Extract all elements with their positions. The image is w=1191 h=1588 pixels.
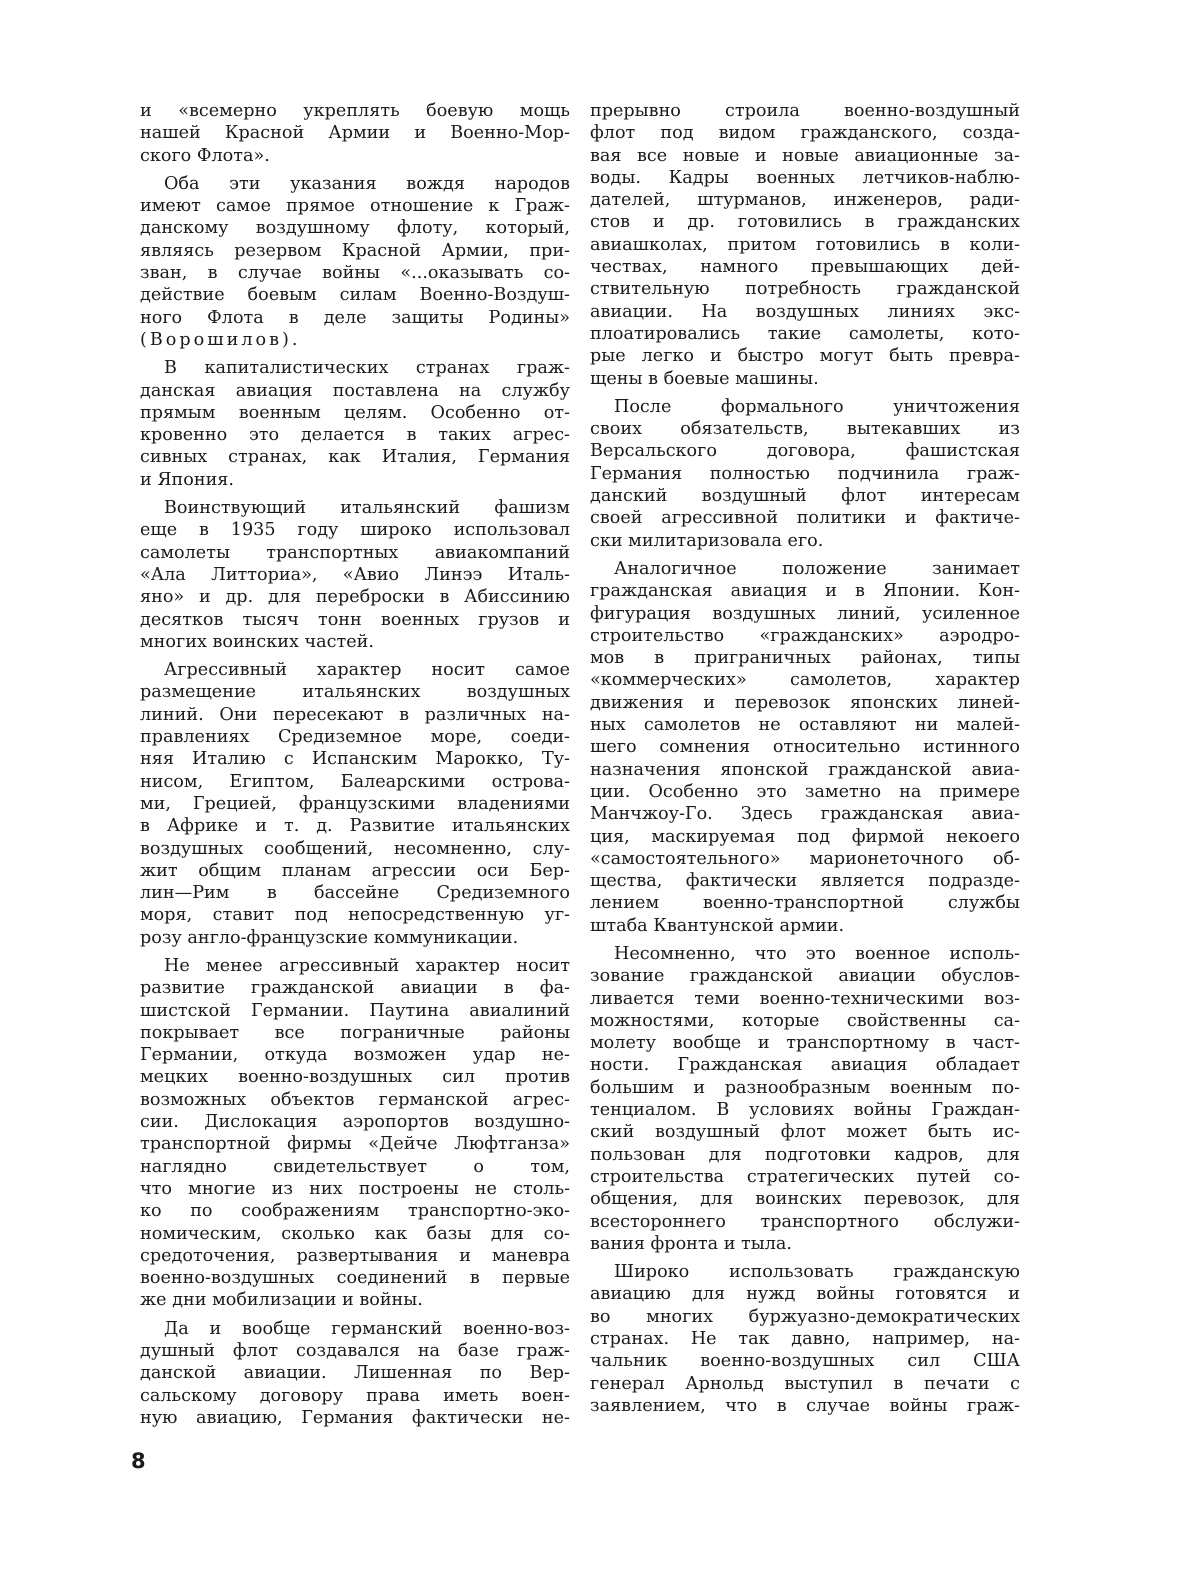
- text-line: Версальского договора, фашистская: [590, 441, 1020, 462]
- text-line: в Африке и т. д. Развитие итальянских: [140, 816, 570, 837]
- text-line: имеют самое прямое отношение к Граж-: [140, 196, 570, 217]
- text-line: генерал Арнольд выступил в печати с: [590, 1373, 1020, 1394]
- text-line: правлениях Средиземное море, соеди-: [140, 727, 570, 748]
- text-line: военно-воздушных соединений в первые: [140, 1268, 570, 1289]
- text-line: щества, фактически является подразде-: [590, 871, 1020, 892]
- text-line: Несомненно, что это военное исполь-: [614, 943, 1020, 964]
- text-line: моря, ставит под непосредственную уг-: [140, 905, 570, 926]
- text-line: «Ала Литториа», «Авио Линээ Италь-: [140, 564, 570, 585]
- text-line: размещение итальянских воздушных: [140, 682, 570, 703]
- text-line: душный флот создавался на базе граж-: [140, 1341, 570, 1362]
- text-line: (Ворошилов).: [140, 329, 301, 350]
- text-line: ции. Особенно это заметно на примере: [590, 781, 1020, 802]
- text-line: жит общим планам агрессии оси Бер-: [140, 860, 570, 881]
- text-line: воздушных сообщений, несомненно, слу-: [140, 838, 570, 859]
- text-line: ми, Грецией, французскими владениями: [140, 793, 570, 814]
- text-line: нисом, Египтом, Балеарскими острова-: [140, 771, 570, 792]
- text-line: ных самолетов не оставляют ни малей-: [590, 715, 1020, 736]
- text-line: кровенно это делается в таких агрес-: [140, 425, 570, 446]
- text-line: десятков тысяч тонн военных грузов и: [140, 609, 570, 630]
- text-line: своих обязательств, вытекавших из: [590, 419, 1020, 440]
- text-line: средоточения, развертывания и маневра: [140, 1245, 570, 1266]
- text-line: шего сомнения относительно истинного: [590, 737, 1020, 758]
- text-line: гражданская авиация и в Японии. Кон-: [590, 581, 1020, 602]
- text-line: молету вообще и транспортному в част-: [590, 1033, 1020, 1054]
- text-line: штаба Квантунской армии.: [590, 915, 845, 936]
- text-line: зование гражданской авиации обуслов-: [590, 966, 1020, 987]
- text-line: шистской Германии. Паутина авиалиний: [140, 1000, 570, 1021]
- text-line: многих воинских частей.: [140, 631, 374, 652]
- text-line: наглядно свидетельствует о том,: [140, 1156, 570, 1177]
- text-line: Да и вообще германский военно-воз-: [164, 1318, 570, 1339]
- text-line: странах. Не так давно, например, на-: [590, 1329, 1020, 1350]
- text-line: прямым военным целям. Особенно от-: [140, 402, 570, 423]
- text-line: флот под видом гражданского, созда-: [590, 123, 1020, 144]
- text-line: няя Италию с Испанским Марокко, Ту-: [140, 749, 570, 770]
- text-line: После формального уничтожения: [614, 396, 1020, 417]
- text-line: строительства стратегических путей со-: [590, 1166, 1020, 1187]
- text-line: пользован для подготовки кадров, для: [590, 1144, 1020, 1165]
- text-line: ский воздушный флот может быть ис-: [590, 1122, 1020, 1143]
- text-line: что многие из них построены не столь-: [140, 1178, 570, 1199]
- text-line: Оба эти указания вождя народов: [164, 173, 570, 194]
- text-line: щены в боевые машины.: [590, 368, 819, 389]
- text-line: сивных странах, как Италия, Германия: [140, 447, 570, 468]
- text-line: Германия полностью подчинила граж-: [590, 463, 1020, 484]
- text-line: «коммерческих» самолетов, характер: [590, 670, 1020, 691]
- text-line: нашей Красной Армии и Военно-Мор-: [140, 123, 570, 144]
- text-line: ного Флота в деле защиты Родины»: [140, 307, 570, 328]
- text-line: рые легко и быстро могут быть превра-: [590, 346, 1020, 367]
- text-line: общения, для воинских перевозок, для: [590, 1189, 1020, 1210]
- text-line: Манчжоу-Го. Здесь гражданская авиа-: [590, 804, 1020, 825]
- text-line: данская авиация поставлена на службу: [140, 380, 570, 401]
- text-line: всестороннего транспортного обслужи-: [590, 1211, 1020, 1232]
- text-line: можностями, которые свойственны са-: [590, 1010, 1020, 1031]
- text-line: сальскому договору права иметь воен-: [140, 1385, 570, 1406]
- text-line: самолеты транспортных авиакомпаний: [140, 542, 570, 563]
- text-line: розу англо-французские коммуникации.: [140, 927, 519, 948]
- text-line: номическим, сколько как базы для со-: [140, 1223, 570, 1244]
- text-line: Германии, откуда возможен удар не-: [140, 1045, 570, 1066]
- text-line: плоатировались такие самолеты, кото-: [590, 323, 1020, 344]
- text-line: во многих буржуазно-демократических: [590, 1306, 1020, 1327]
- text-line: данской авиации. Лишенная по Вер-: [140, 1363, 570, 1384]
- text-line: вая все новые и новые авиационные за-: [590, 145, 1020, 166]
- text-line: заявлением, что в случае войны граж-: [590, 1395, 1020, 1416]
- text-line: стов и др. готовились в гражданских: [590, 212, 1020, 233]
- text-line: ко по соображениям транспортно-эко-: [140, 1201, 570, 1222]
- text-line: чествах, намного превышающих дей-: [590, 257, 1020, 278]
- text-line: авиации. На воздушных линиях экс-: [590, 301, 1020, 322]
- text-line: ского Флота».: [140, 145, 270, 166]
- text-line: Не менее агрессивный характер носит: [164, 955, 570, 976]
- text-line: мецких военно-воздушных сил против: [140, 1067, 570, 1088]
- text-line: Воинствующий итальянский фашизм: [164, 498, 570, 519]
- text-line: лин—Рим в бассейне Средиземного: [140, 883, 570, 904]
- text-line: строительство «гражданских» аэродро-: [590, 625, 1020, 646]
- text-line: авиацию для нужд войны готовятся и: [590, 1284, 1020, 1305]
- text-line: сии. Дислокация аэропортов воздушно-: [140, 1112, 570, 1133]
- text-line: и «всемерно укреплять боевую мощь: [140, 101, 570, 121]
- text-line: еще в 1935 году широко использовал: [140, 520, 570, 541]
- text-line: действие боевым силам Военно-Воздуш-: [140, 285, 570, 306]
- text-line: ски милитаризовала его.: [590, 530, 824, 551]
- left-column: [140, 100, 570, 1429]
- text-line: назначения японской гражданской авиа-: [590, 759, 1020, 780]
- text-line: яно» и др. для переброски в Абиссинию: [140, 587, 570, 608]
- text-line: линий. Они пересекают в различных на-: [140, 704, 570, 725]
- text-line: своей агрессивной политики и фактиче-: [590, 508, 1020, 529]
- text-line: движения и перевозок японских линей-: [590, 692, 1020, 713]
- text-line: фигурация воздушных линий, усиленное: [590, 603, 1020, 624]
- text-line: вания фронта и тыла.: [590, 1233, 793, 1254]
- text-line: авиашколах, притом готовились в коли-: [590, 234, 1020, 255]
- text-line: же дни мобилизации и войны.: [140, 1290, 423, 1311]
- text-line: и Япония.: [140, 469, 234, 490]
- text-line: Аналогичное положение занимает: [614, 558, 1020, 579]
- text-line: Широко использовать гражданскую: [614, 1262, 1020, 1283]
- text-line: ливается теми военно-техническими воз-: [590, 988, 1020, 1009]
- text-line: тенциалом. В условиях войны Граждан-: [590, 1100, 1020, 1121]
- text-line: покрывает все пограничные районы: [140, 1022, 570, 1043]
- text-line: большим и разнообразным военным по-: [590, 1077, 1020, 1098]
- text-line: данский воздушный флот интересам: [590, 486, 1020, 507]
- text-line: чальник военно-воздушных сил США: [590, 1351, 1020, 1372]
- text-line: транспортной фирмы «Дейче Люфтганза»: [140, 1134, 570, 1155]
- text-line: лением военно-транспортной службы: [590, 893, 1020, 914]
- text-line: зван, в случае войны «...оказывать со-: [140, 263, 570, 284]
- right-column: [590, 100, 1020, 1417]
- text-line: В капиталистических странах граж-: [164, 358, 570, 379]
- page-number: 8: [131, 1449, 146, 1473]
- text-line: воды. Кадры военных летчиков-наблю-: [590, 167, 1020, 188]
- text-line: Агрессивный характер носит самое: [164, 660, 570, 681]
- text-line: «самостоятельного» марионеточного об-: [590, 848, 1020, 869]
- text-line: данскому воздушному флоту, который,: [140, 218, 570, 239]
- text-line: ную авиацию, Германия фактически не-: [140, 1407, 570, 1428]
- text-line: дателей, штурманов, инженеров, ради-: [590, 190, 1020, 211]
- text-line: ности. Гражданская авиация обладает: [590, 1055, 1020, 1076]
- text-line: прерывно строила военно-воздушный: [590, 101, 1020, 121]
- text-line: ствительную потребность гражданской: [590, 279, 1020, 300]
- text-line: развитие гражданской авиации в фа-: [140, 978, 570, 999]
- text-line: возможных объектов германской агрес-: [140, 1089, 570, 1110]
- text-line: ция, маскируемая под фирмой некоего: [590, 826, 1020, 847]
- text-line: являясь резервом Красной Армии, при-: [140, 240, 570, 261]
- text-line: мов в приграничных районах, типы: [590, 648, 1020, 669]
